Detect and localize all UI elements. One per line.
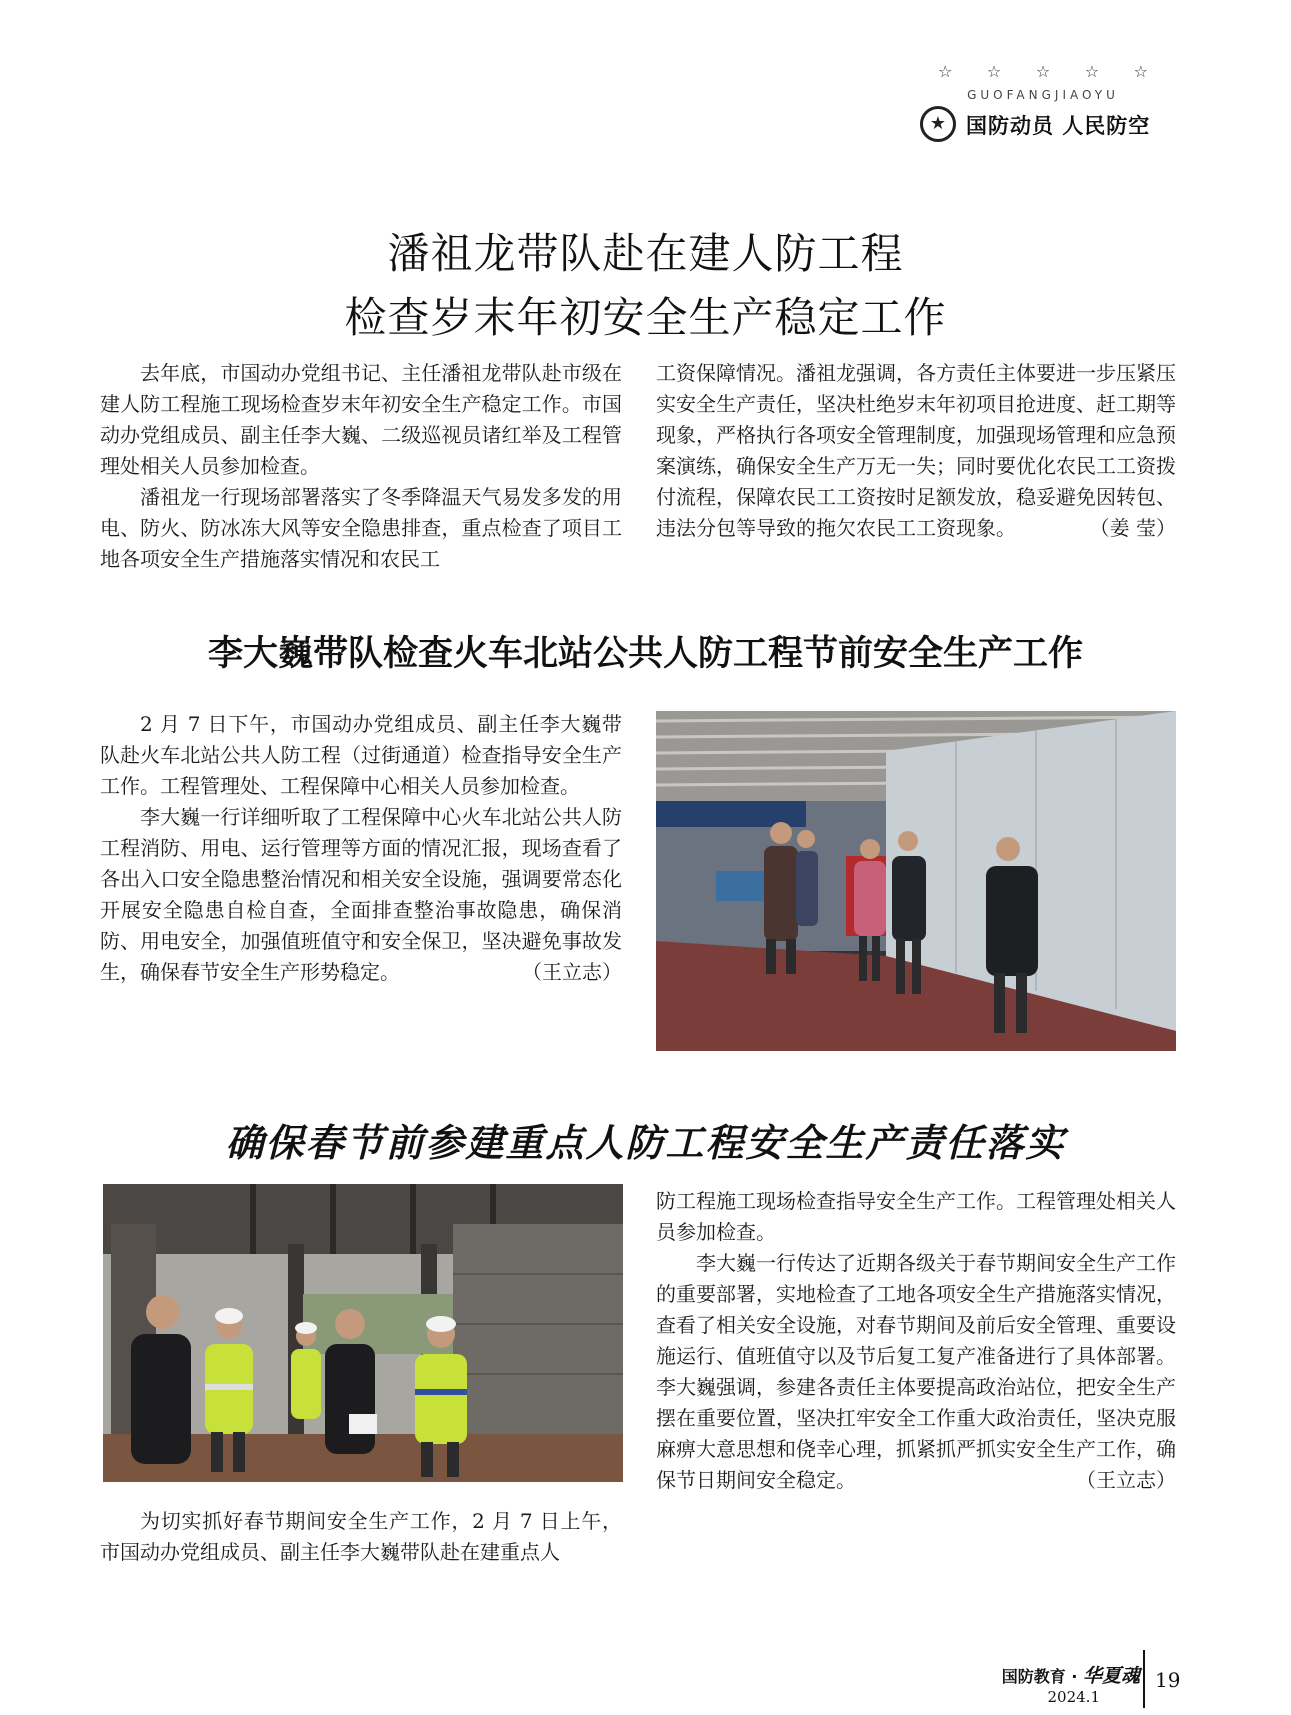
page-number: 19 xyxy=(1155,1668,1181,1692)
article2-paragraph: 2 月 7 日下午，市国动办党组成员、副主任李大巍带队赴火车北站公共人防工程（过街通道）检查指导安全生产工作。工程管理处、工程保障中心相关人员参加检查。 xyxy=(100,712,622,798)
article3-paragraph: 防工程施工现场检查指导安全生产工作。工程管理处相关人员参加检查。 xyxy=(656,1189,1176,1244)
footer-divider xyxy=(1143,1650,1145,1708)
star-icon: ☆ xyxy=(1035,62,1051,81)
article2-author: （王立志） xyxy=(522,960,622,984)
article3-photo xyxy=(103,1184,623,1482)
article1-left-column xyxy=(100,358,622,575)
article2-photo xyxy=(656,711,1176,1051)
national-emblem-icon: ★ xyxy=(920,106,956,142)
magazine-title: 华夏魂 xyxy=(1082,1665,1140,1687)
article3-right-column xyxy=(656,1186,1176,1496)
header-stars xyxy=(938,62,1148,81)
star-icon: ☆ xyxy=(1084,62,1100,81)
article3-author: （王立志） xyxy=(1076,1468,1176,1492)
article3-left-column xyxy=(100,1506,622,1568)
article2-text-column xyxy=(100,709,622,988)
star-icon: ☆ xyxy=(1133,62,1148,81)
article1-title-line2: 检查岁末年初安全生产稳定工作 xyxy=(344,293,947,342)
article1-author: （姜 莹） xyxy=(1089,516,1176,540)
issue-number: 2024.1 xyxy=(1047,1688,1100,1706)
article3-title: 确保春节前参建重点人防工程安全生产责任落实 xyxy=(225,1120,1066,1165)
article2-paragraph: 李大巍一行详细听取了工程保障中心火车北站公共人防工程消防、用电、运行管理等方面的情况汇报，现场查看了各出入口安全隐患整治情况和相关安全设施，强调要常态化开展安全隐患自检自查，全面排查整治事故隐患，确保消防、用电安全，加强值班值守和安全保卫，坚决避免事故发生，确保春节安全生产形势稳定。 （王立志） xyxy=(100,802,622,988)
article3-paragraph: 李大巍一行传达了近期各级关于春节期间安全生产工作的重要部署，实地检查了工地各项安全生产措施落实情况，查看了相关安全设施，对春节期间及前后安全管理、重要设施运行、值班值守以及节后复工复产准备进行了具体部署。李大巍强调，参建各责任主体要提高政治站位，把安全生产摆在重要位置，坚决扛牢安全工作重大政治责任，坚决克服麻痹大意思想和侥幸心理，抓紧抓严抓实安全生产工作，确保节日期间安全稳定。 （王立志） xyxy=(656,1248,1176,1496)
section-name: 国防动员 人民防空 xyxy=(966,113,1151,138)
article3-paragraph: 为切实抓好春节期间安全生产工作，2 月 7 日上午，市国动办党组成员、副主任李大巍带队赴在建重点人 xyxy=(100,1509,622,1564)
article1-paragraph: 去年底，市国动办党组书记、主任潘祖龙带队赴市级在建人防工程施工现场检查岁末年初安全生产稳定工作。市国动办党组成员、副主任李大巍、二级巡视员诸红举及工程管理处相关人员参加检查。 xyxy=(100,361,622,478)
header-pinyin: GUOFANGJIAOYU xyxy=(967,88,1119,102)
star-icon: ☆ xyxy=(986,62,1002,81)
article1-title-line1: 潘祖龙带队赴在建人防工程 xyxy=(387,229,904,278)
article1-paragraph: 工资保障情况。潘祖龙强调，各方责任主体要进一步压紧压实安全生产责任，坚决杜绝岁末年初项目抢进度、赶工期等现象，严格执行各项安全管理制度，加强现场管理和应急预案演练，确保安全生产万无一失；同时要优化农民工工资拨付流程，保障农民工工资按时足额发放，稳妥避免因转包、违法分包等导致的拖欠农民工工资现象。 （姜 莹） xyxy=(656,358,1176,544)
article1-right-column xyxy=(656,358,1176,544)
article1-title xyxy=(0,222,1291,350)
star-icon: ☆ xyxy=(938,62,953,81)
article1-paragraph: 潘祖龙一行现场部署落实了冬季降温天气易发多发的用电、防火、防冰冻大风等安全隐患排查，重点检查了项目工地各项安全生产措施落实情况和农民工 xyxy=(100,485,622,571)
magazine-name: 国防教育 · 华夏魂 xyxy=(1001,1665,1140,1687)
article2-title: 李大巍带队检查火车北站公共人防工程节前安全生产工作 xyxy=(207,633,1083,674)
